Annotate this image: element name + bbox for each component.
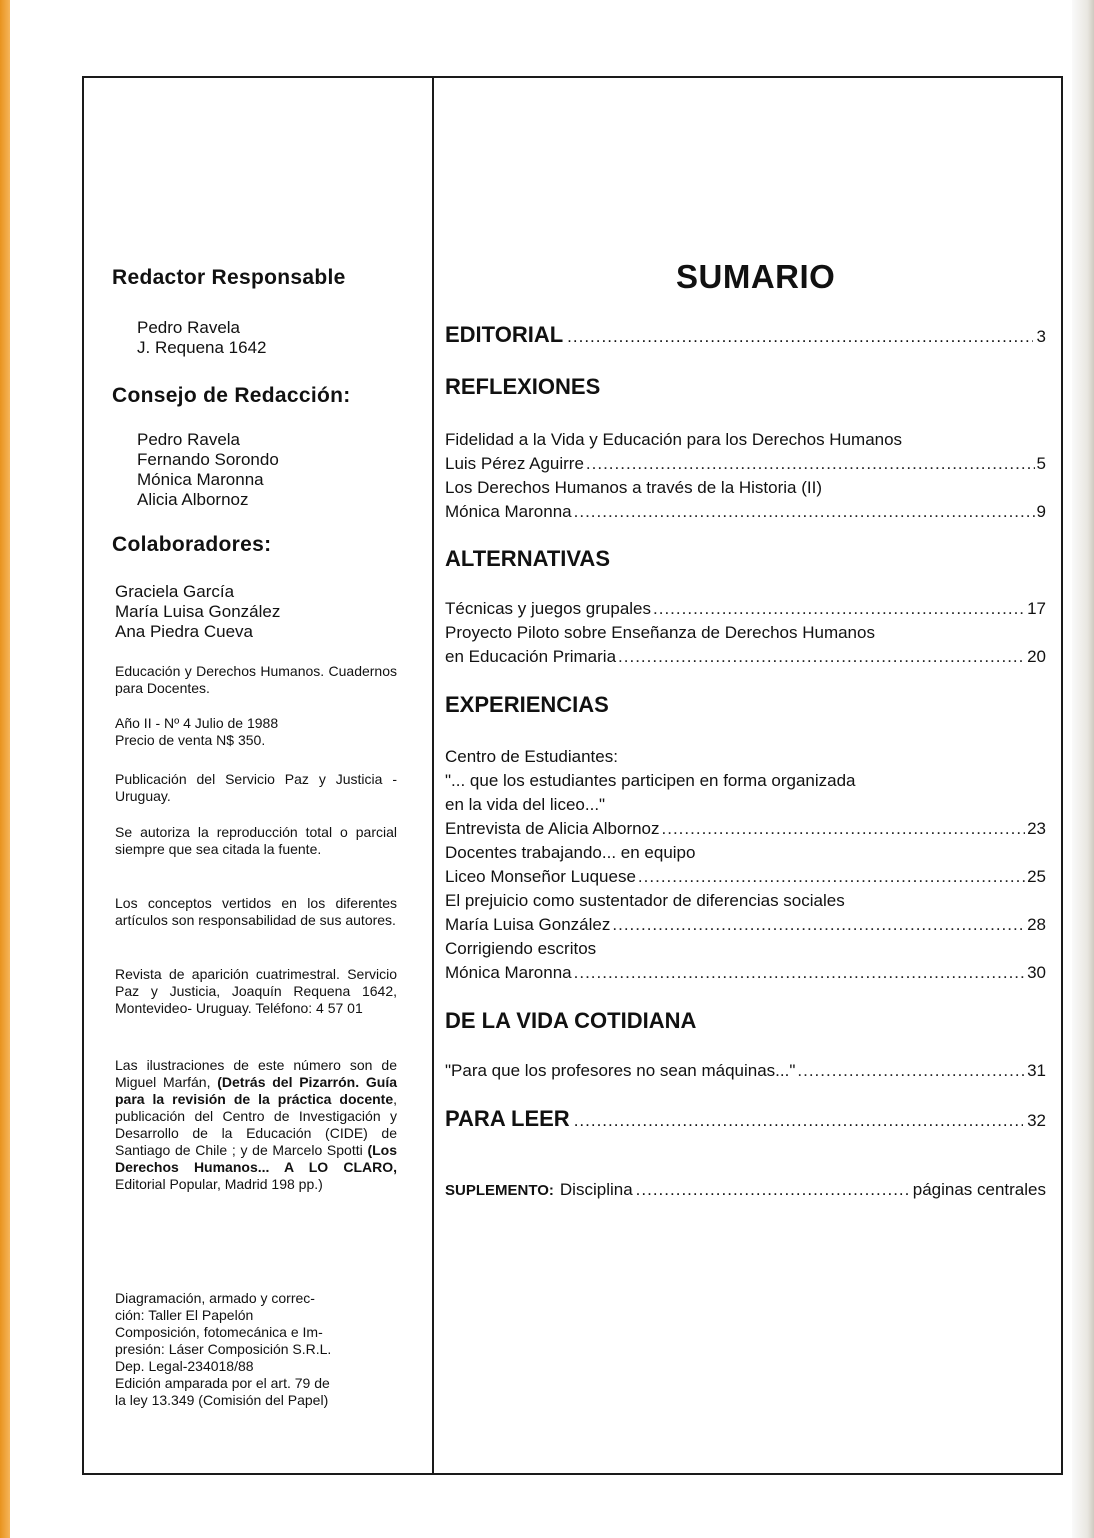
toc-entry-alternativas xyxy=(445,599,1046,667)
section-reflexiones: REFLEXIONES xyxy=(445,374,601,399)
consejo-lines xyxy=(137,430,279,510)
para-leer-label: PARA LEER xyxy=(445,1106,570,1131)
toc-entry-reflexiones xyxy=(445,430,1046,522)
entry-title: "Para que los profesores no sean máquinas..." xyxy=(445,1061,796,1080)
illustrations-credit-d: (Los Derechos Humanos... A LO CLARO, xyxy=(115,1142,397,1175)
entry-title: Docentes trabajando... en equipo xyxy=(445,843,696,862)
entry-row xyxy=(445,502,1046,522)
toc-para-leer xyxy=(445,1106,1046,1132)
consejo-line: Alicia Albornoz xyxy=(137,490,249,509)
page-number: 23 xyxy=(1027,819,1046,838)
toc-editorial xyxy=(445,322,1046,348)
leader-dots xyxy=(612,915,1025,935)
publication-description: Educación y Derechos Humanos. Cuadernos para Docentes. xyxy=(115,663,397,696)
page-number: 28 xyxy=(1027,915,1046,934)
publisher-note: Publicación del Servicio Paz y Justicia - Uruguay. xyxy=(115,771,397,804)
entry-row xyxy=(445,819,1046,839)
page-number: 31 xyxy=(1027,1061,1046,1080)
production-line: presión: Láser Composición S.R.L. xyxy=(115,1341,332,1357)
responsibility-note: Los conceptos vertidos en los diferentes artículos son responsabilidad de sus autores. xyxy=(115,895,397,928)
entry-row xyxy=(445,915,1046,935)
page-shadow-edge xyxy=(1072,0,1094,1538)
toc-entry-vida-cotidiana xyxy=(445,1061,1046,1081)
entry-title: Proyecto Piloto sobre Enseñanza de Derechos Humanos xyxy=(445,623,875,642)
entry-row xyxy=(445,963,1046,983)
issue-price: Precio de venta N$ 350. xyxy=(115,732,266,748)
entry-row xyxy=(445,1061,1046,1081)
entry-row xyxy=(445,599,1046,619)
section-alternativas: ALTERNATIVAS xyxy=(445,546,610,571)
reproduction-note: Se autoriza la reproducción total o parcial siempre que sea citada la fuente. xyxy=(115,824,397,857)
redactor-heading: Redactor Responsable xyxy=(112,266,346,289)
page-number: 3 xyxy=(1036,327,1046,346)
leader-dots xyxy=(638,867,1025,887)
issue-info xyxy=(115,715,397,749)
entry-title: Fidelidad a la Vida y Educación para los Derechos Humanos xyxy=(445,430,903,449)
illustrations-credit-e: Editorial Popular, Madrid 198 pp.) xyxy=(115,1176,323,1192)
orange-page-edge xyxy=(0,0,10,1538)
entry-title: en la vida del liceo..." xyxy=(445,795,606,814)
page-number: 9 xyxy=(1036,502,1046,521)
entry-row xyxy=(445,867,1046,887)
consejo-line: Pedro Ravela xyxy=(137,430,241,449)
colaboradores-lines xyxy=(115,582,280,642)
leader-dots xyxy=(653,599,1025,619)
entry-row xyxy=(445,647,1046,667)
entry-author: Luis Pérez Aguirre xyxy=(445,454,584,473)
issue-date: Año II - Nº 4 Julio de 1988 xyxy=(115,715,279,731)
illustrations-credit-a: Las ilustraciones de este número son de Miguel Marfán, xyxy=(115,1057,397,1090)
leader-dots xyxy=(574,1111,1023,1131)
entry-author: Mónica Maronna xyxy=(445,963,572,982)
redactor-lines xyxy=(137,318,267,358)
production-line: la ley 13.349 (Comisión del Papel) xyxy=(115,1392,329,1408)
page-number: 20 xyxy=(1027,647,1046,666)
page-number: 25 xyxy=(1027,867,1046,886)
illustrations-credit xyxy=(115,1057,397,1193)
entry-author: María Luisa González xyxy=(445,915,611,934)
entry-author: Entrevista de Alicia Albornoz xyxy=(445,819,660,838)
leader-dots xyxy=(567,327,1032,347)
suplemento-page: páginas centrales xyxy=(912,1180,1046,1199)
entry-title: Los Derechos Humanos a través de la Historia (II) xyxy=(445,478,822,497)
entry-title: Centro de Estudiantes: xyxy=(445,747,618,766)
production-credits xyxy=(115,1290,397,1409)
suplemento-title: Disciplina xyxy=(559,1180,633,1199)
leader-dots xyxy=(662,819,1026,839)
consejo-heading: Consejo de Redacción: xyxy=(112,384,351,407)
leader-dots xyxy=(586,454,1035,474)
redactor-line: J. Requena 1642 xyxy=(137,338,267,357)
colaborador-line: Ana Piedra Cueva xyxy=(115,622,253,641)
toc-suplemento xyxy=(445,1180,1046,1200)
editorial-label: EDITORIAL xyxy=(445,322,564,347)
leader-dots xyxy=(636,1180,910,1200)
entry-author: Liceo Monseñor Luquese xyxy=(445,867,636,886)
leader-dots xyxy=(618,647,1025,667)
production-line: Edición amparada por el art. 79 de xyxy=(115,1375,330,1391)
entry-title: Técnicas y juegos grupales xyxy=(445,599,652,618)
illustrations-credit-b: (Detrás del Pizarrón. Guía para la revisión de la práctica docente xyxy=(115,1074,397,1107)
leader-dots xyxy=(574,502,1035,522)
page-number: 17 xyxy=(1027,599,1046,618)
consejo-line: Mónica Maronna xyxy=(137,470,264,489)
section-experiencias: EXPERIENCIAS xyxy=(445,692,609,717)
entry-author: Mónica Maronna xyxy=(445,502,572,521)
leader-dots xyxy=(574,963,1025,983)
page-number: 5 xyxy=(1036,454,1046,473)
sumario-title: SUMARIO xyxy=(676,258,836,295)
section-vida-cotidiana: DE LA VIDA COTIDIANA xyxy=(445,1008,697,1033)
illustrations-credit-c: , publicación del Centro de Investigación y Desarrollo de la Educación (CIDE) de Santiago de Chile ; y de Marcelo Spotti xyxy=(115,1091,397,1158)
suplemento-label: SUPLEMENTO: xyxy=(445,1182,554,1199)
entry-title: El prejuicio como sustentador de diferencias sociales xyxy=(445,891,845,910)
colaborador-line: María Luisa González xyxy=(115,602,281,621)
entry-title-cont: en Educación Primaria xyxy=(445,647,617,666)
production-line: Diagramación, armado y correc- xyxy=(115,1290,315,1306)
production-line: ción: Taller El Papelón xyxy=(115,1307,254,1323)
production-line: Dep. Legal-234018/88 xyxy=(115,1358,254,1374)
redactor-line: Pedro Ravela xyxy=(137,318,241,337)
frequency-address-note: Revista de aparición cuatrimestral. Servicio Paz y Justicia, Joaquín Requena 1642, Montevideo- Uruguay. Teléfono: 4 57 01 xyxy=(115,966,397,1016)
entry-title: "... que los estudiantes participen en forma organizada xyxy=(445,771,856,790)
entry-row xyxy=(445,454,1046,474)
entry-title: Corrigiendo escritos xyxy=(445,939,597,958)
colaborador-line: Graciela García xyxy=(115,582,235,601)
colaboradores-heading: Colaboradores: xyxy=(112,533,272,556)
page-number: 30 xyxy=(1027,963,1046,982)
column-divider xyxy=(432,76,434,1475)
leader-dots xyxy=(797,1061,1025,1081)
page-number: 32 xyxy=(1027,1111,1046,1130)
consejo-line: Fernando Sorondo xyxy=(137,450,279,469)
production-line: Composición, fotomecánica e Im- xyxy=(115,1324,323,1340)
toc-entry-experiencias xyxy=(445,747,1046,983)
